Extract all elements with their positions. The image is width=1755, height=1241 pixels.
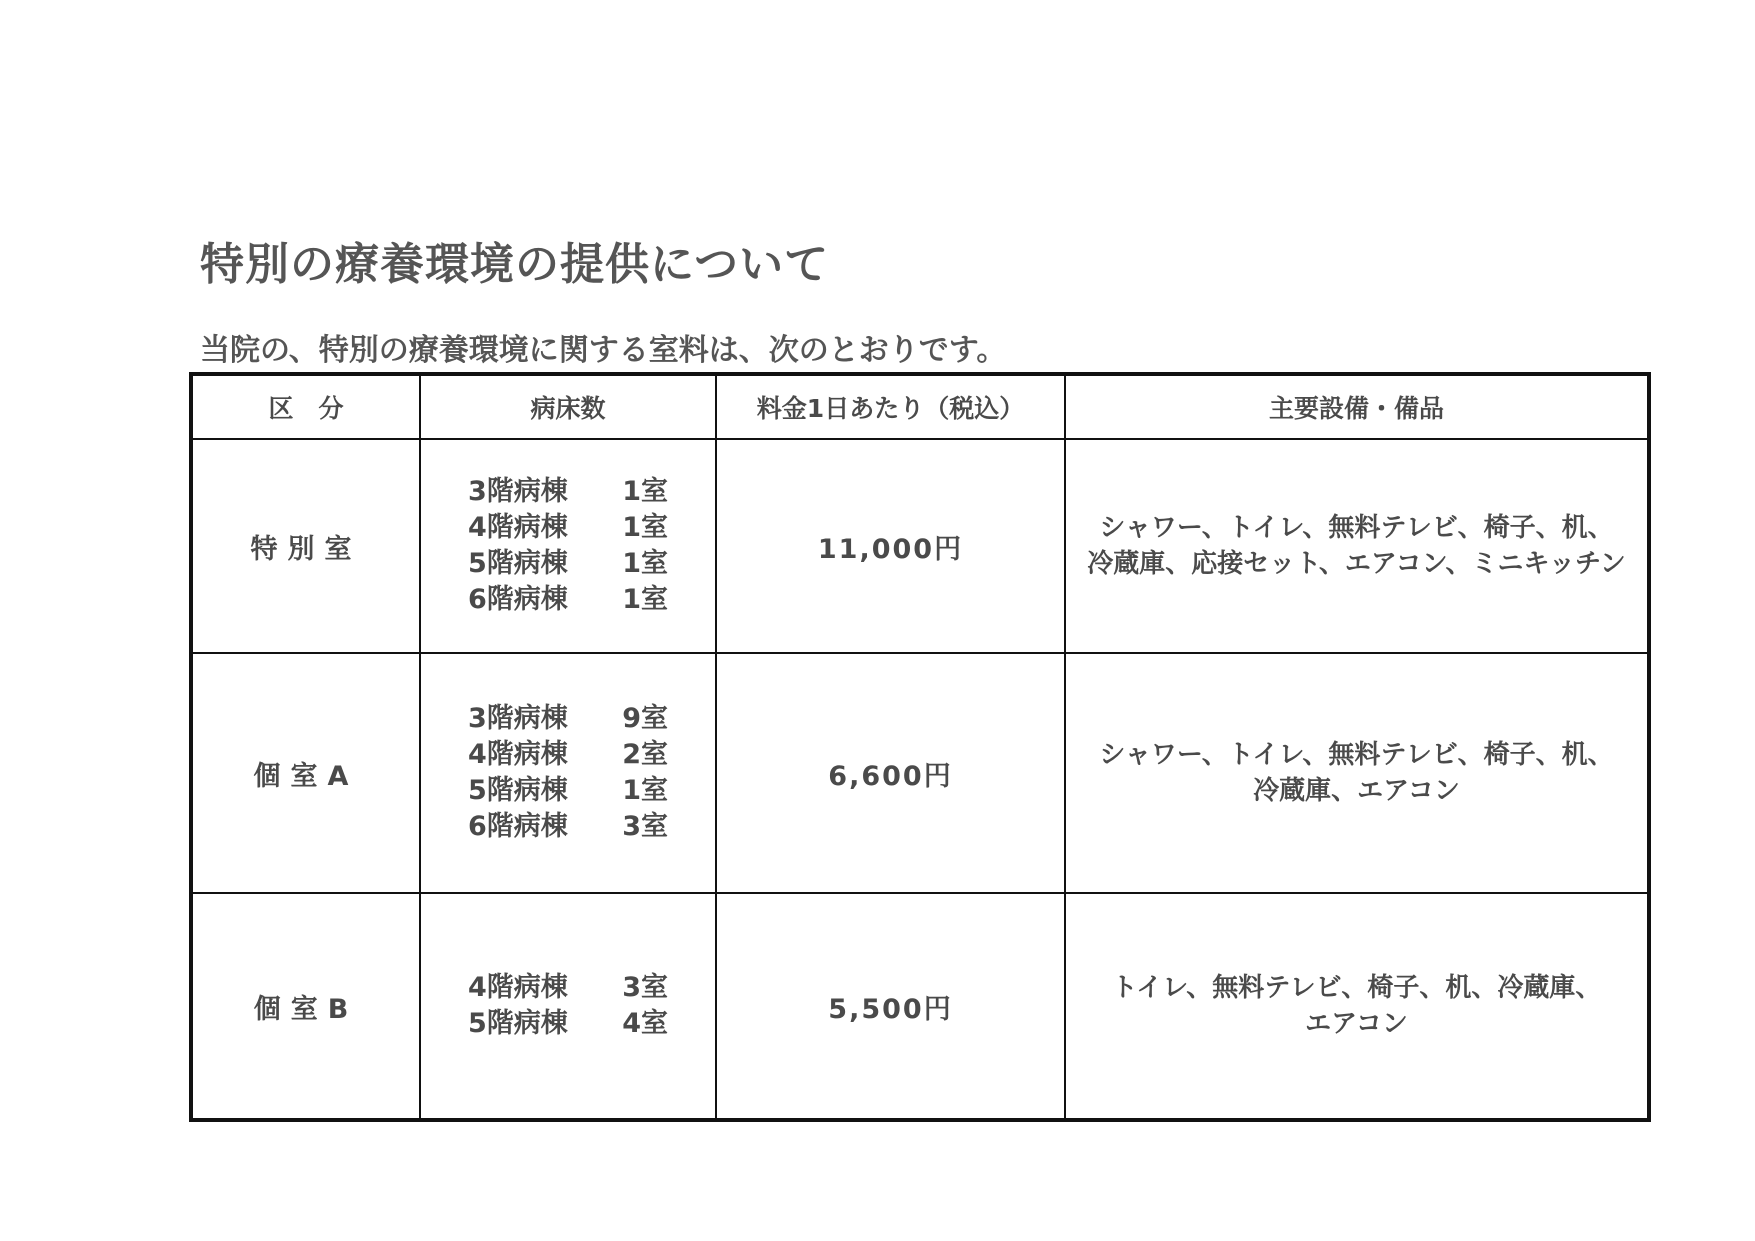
bed-count-list [468,701,668,845]
bed-count-line [468,809,668,845]
equipment-line: シャワー、トイレ、無料テレビ、椅子、机、 [1099,740,1614,770]
room-count: 9室 [622,703,668,734]
cell-equipment [1065,893,1649,1120]
page-title: 特別の療養環境の提供について [200,239,830,290]
ward-label: 5階病棟 [468,548,568,579]
room-type-label: 個室A [253,760,359,792]
header-beds: 病床数 [420,374,716,439]
daily-fee: 11,000円 [817,533,964,565]
room-count: 1室 [622,775,668,806]
table-row [191,439,1649,653]
cell-kubun [191,439,420,653]
ward-label: 4階病棟 [468,512,568,543]
table-row [191,893,1649,1120]
cell-kubun [191,653,420,893]
bed-count-line [468,773,668,809]
ward-label: 5階病棟 [468,775,568,806]
bed-count-line [468,970,668,1006]
room-type-label: 個室B [253,993,359,1025]
bed-count-line [468,1006,668,1042]
room-count: 1室 [622,512,668,543]
room-count: 2室 [622,739,668,770]
bed-count-line [468,474,668,510]
equipment-line: 冷蔵庫、応接セット、エアコン、ミニキッチン [1087,549,1626,579]
header-fee: 料金1日あたり（税込） [716,374,1065,439]
equipment-line: シャワー、トイレ、無料テレビ、椅子、机、 [1099,513,1614,543]
ward-label: 4階病棟 [468,972,568,1003]
bed-count-list [468,474,668,618]
room-type-label: 特別室 [250,533,362,565]
room-rate-table [189,372,1651,1122]
intro-text: 当院の、特別の療養環境に関する室料は、次のとおりです。 [200,333,1007,368]
header-equipment: 主要設備・備品 [1065,374,1649,439]
cell-fee [716,653,1065,893]
cell-equipment [1065,439,1649,653]
room-count: 1室 [622,548,668,579]
bed-count-list [468,970,668,1042]
room-count: 4室 [622,1008,668,1039]
equipment-line: 冷蔵庫、エアコン [1253,776,1460,806]
room-count: 1室 [622,476,668,507]
bed-count-line [468,510,668,546]
equipment-line: トイレ、無料テレビ、椅子、机、冷蔵庫、 [1111,973,1602,1003]
daily-fee: 5,500円 [828,993,953,1025]
cell-beds [420,893,716,1120]
bed-count-line [468,582,668,618]
ward-label: 5階病棟 [468,1008,568,1039]
daily-fee: 6,600円 [828,760,953,792]
bed-count-line [468,701,668,737]
header-kubun: 区 分 [191,374,420,439]
table-header-row [191,374,1649,439]
equipment-line: エアコン [1305,1009,1408,1039]
table-row [191,653,1649,893]
ward-label: 6階病棟 [468,811,568,842]
cell-equipment [1065,653,1649,893]
ward-label: 3階病棟 [468,703,568,734]
cell-kubun [191,893,420,1120]
room-count: 1室 [622,584,668,615]
ward-label: 4階病棟 [468,739,568,770]
bed-count-line [468,737,668,773]
ward-label: 6階病棟 [468,584,568,615]
room-count: 3室 [622,972,668,1003]
bed-count-line [468,546,668,582]
cell-beds [420,653,716,893]
cell-fee [716,893,1065,1120]
ward-label: 3階病棟 [468,476,568,507]
cell-fee [716,439,1065,653]
cell-beds [420,439,716,653]
room-count: 3室 [622,811,668,842]
